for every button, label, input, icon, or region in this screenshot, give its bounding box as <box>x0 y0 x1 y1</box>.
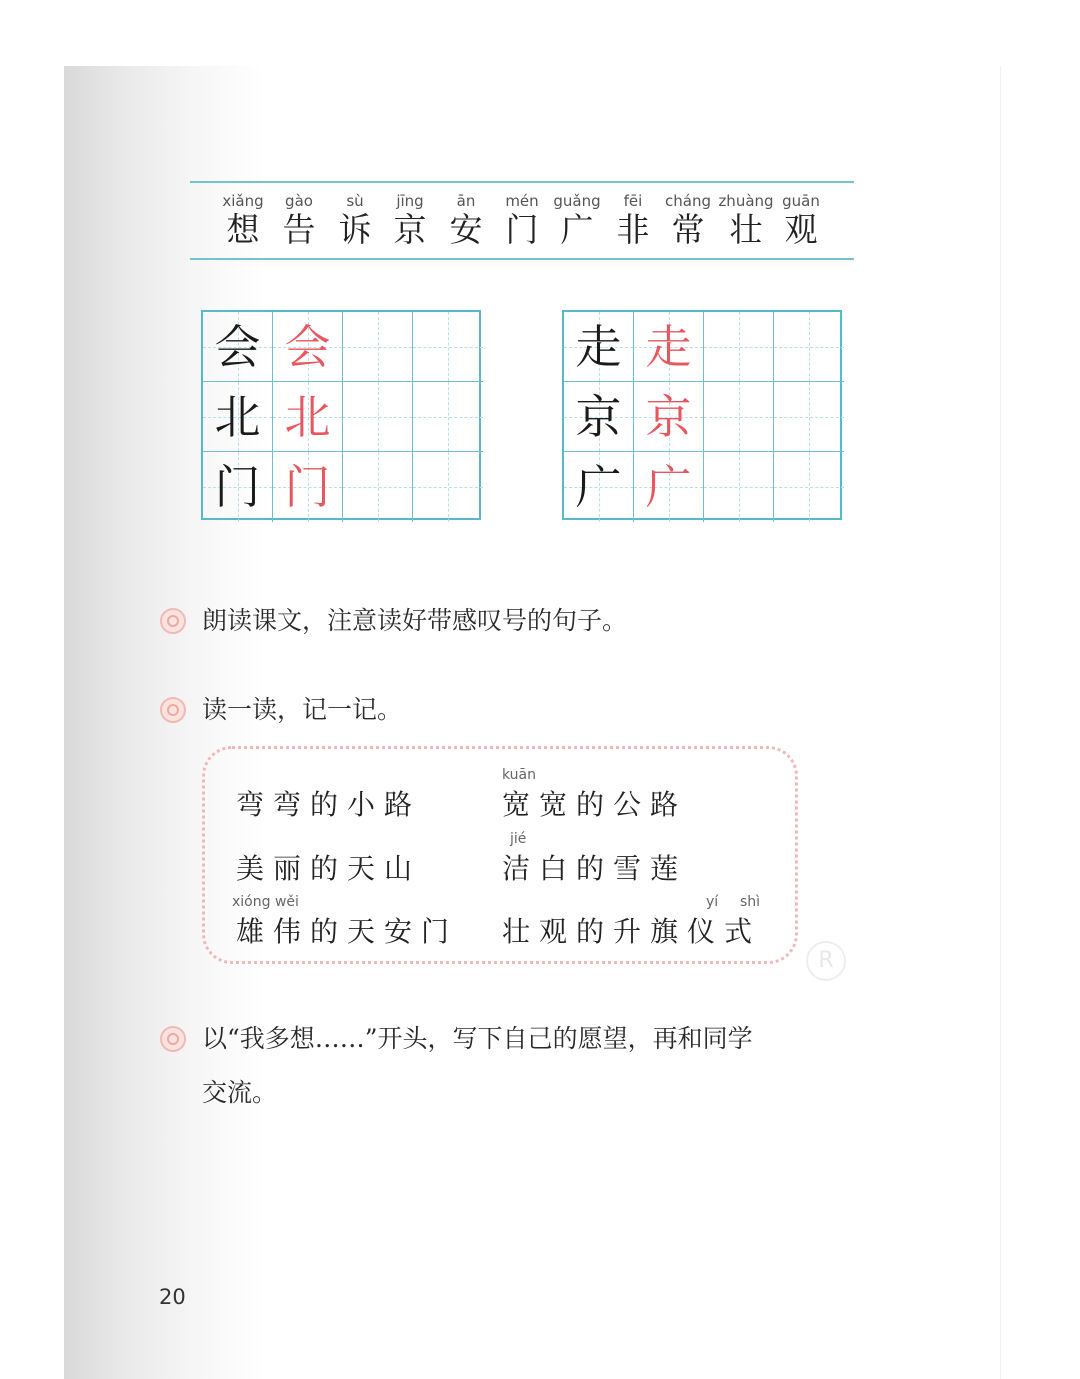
phrase-item <box>502 894 762 950</box>
grid-cell-empty <box>704 382 774 452</box>
phrase-item <box>502 767 688 823</box>
grid-cell <box>564 312 634 382</box>
vocab-word <box>218 191 268 249</box>
phrase-text: 洁白的雪莲 <box>502 852 688 885</box>
registered-watermark: R <box>806 941 846 981</box>
strip-bottom-line <box>190 258 854 260</box>
vocab-hanzi: 壮 <box>729 210 773 249</box>
vocabulary-strip <box>190 181 854 261</box>
vocab-word <box>497 191 547 249</box>
phrase-text: 宽宽的公路 <box>502 788 688 821</box>
grid-cell <box>203 312 273 382</box>
trace-character: 京 <box>645 390 692 444</box>
grid-cell <box>634 452 704 522</box>
vocab-pinyin: cháng <box>665 192 711 210</box>
phrase-pinyin: jié <box>510 831 527 847</box>
grid-cell-empty <box>704 312 774 382</box>
exercise-bullet-icon <box>160 608 186 634</box>
exercise-bullet-icon <box>160 1026 186 1052</box>
vocab-pinyin: mén <box>505 192 539 210</box>
phrase-pinyin: shì <box>740 894 761 910</box>
page-edge <box>1000 66 1001 1379</box>
vocab-hanzi: 京 <box>393 210 437 249</box>
vocab-hanzi: 常 <box>671 210 715 249</box>
phrase-text: 雄伟的天安门 <box>236 915 459 948</box>
vocab-pinyin: ān <box>456 192 476 210</box>
model-character: 广 <box>575 460 622 514</box>
vocab-pinyin: xiǎng <box>222 192 264 210</box>
grid-cell-empty <box>343 312 413 382</box>
vocab-hanzi: 门 <box>505 210 549 249</box>
vocab-hanzi: 告 <box>282 210 326 249</box>
vocab-word <box>552 191 602 249</box>
model-character: 会 <box>214 320 261 374</box>
vocab-hanzi: 广 <box>560 210 604 249</box>
phrase-pinyin: xióng wěi <box>232 894 299 910</box>
grid-cell-empty <box>413 312 483 382</box>
exercise-instruction: 朗读课文，注意读好带感叹号的句子。 <box>202 606 628 635</box>
vocab-pinyin: sù <box>346 192 364 210</box>
grid-cell-empty <box>774 382 844 452</box>
phrase-text: 壮观的升旗仪式 <box>502 915 762 948</box>
trace-character: 门 <box>284 460 331 514</box>
phrase-item <box>232 894 459 950</box>
grid-cell <box>203 452 273 522</box>
vocab-word <box>385 191 435 249</box>
vocab-word <box>441 191 491 249</box>
exercise-bullet-icon <box>160 697 186 723</box>
model-character: 走 <box>575 320 622 374</box>
grid-cell <box>273 452 343 522</box>
phrase-item <box>502 831 688 887</box>
vocab-hanzi: 想 <box>226 210 270 249</box>
grid-cell <box>634 382 704 452</box>
model-character: 北 <box>214 390 261 444</box>
trace-character: 广 <box>645 460 692 514</box>
phrase-text: 美丽的天山 <box>236 852 422 885</box>
phrase-item <box>236 787 421 823</box>
phrase-pinyin: yí <box>706 894 719 910</box>
exercise-instruction: 读一读，记一记。 <box>202 695 403 724</box>
phrase-pinyin: kuān <box>502 767 537 783</box>
vocab-word <box>274 191 324 249</box>
grid-cell <box>203 382 273 452</box>
grid-cell-empty <box>774 452 844 522</box>
writing-grid-right <box>562 310 842 520</box>
vocab-pinyin: guǎng <box>553 192 601 210</box>
grid-cell-empty <box>413 382 483 452</box>
grid-cell <box>564 382 634 452</box>
grid-cell-empty <box>413 452 483 522</box>
exercise-instruction-continued: 交流。 <box>202 1078 278 1107</box>
vocab-pinyin: gào <box>285 192 313 210</box>
vocab-word <box>718 191 774 249</box>
model-character: 京 <box>575 390 622 444</box>
vocab-word <box>776 191 826 249</box>
model-character: 门 <box>214 460 261 514</box>
vocab-hanzi: 观 <box>784 210 828 249</box>
phrase-text: 弯弯的小路 <box>236 788 422 821</box>
vocab-pinyin: fēi <box>623 192 643 210</box>
vocab-hanzi: 非 <box>616 210 660 249</box>
grid-cell <box>273 312 343 382</box>
exercise-instruction: 以“我多想……”开头，写下自己的愿望，再和同学 <box>202 1024 753 1053</box>
grid-cell <box>634 312 704 382</box>
grid-cell-empty <box>774 312 844 382</box>
vocab-pinyin: guān <box>782 192 820 210</box>
grid-cell <box>273 382 343 452</box>
trace-character: 走 <box>645 320 692 374</box>
trace-character: 会 <box>284 320 331 374</box>
vocab-pinyin: zhuàng <box>718 192 774 210</box>
writing-grid-left <box>201 310 481 520</box>
page-number: 20 <box>159 1285 186 1309</box>
vocab-word <box>330 191 380 249</box>
grid-cell-empty <box>343 382 413 452</box>
trace-character: 北 <box>284 390 331 444</box>
grid-cell-empty <box>704 452 774 522</box>
grid-cell-empty <box>343 452 413 522</box>
vocab-word <box>663 191 713 249</box>
phrase-item <box>236 851 421 887</box>
grid-cell <box>564 452 634 522</box>
vocab-hanzi: 诉 <box>338 210 382 249</box>
vocab-hanzi: 安 <box>449 210 493 249</box>
strip-top-line <box>190 181 854 183</box>
vocab-word <box>608 191 658 249</box>
vocab-pinyin: jīng <box>396 192 424 210</box>
